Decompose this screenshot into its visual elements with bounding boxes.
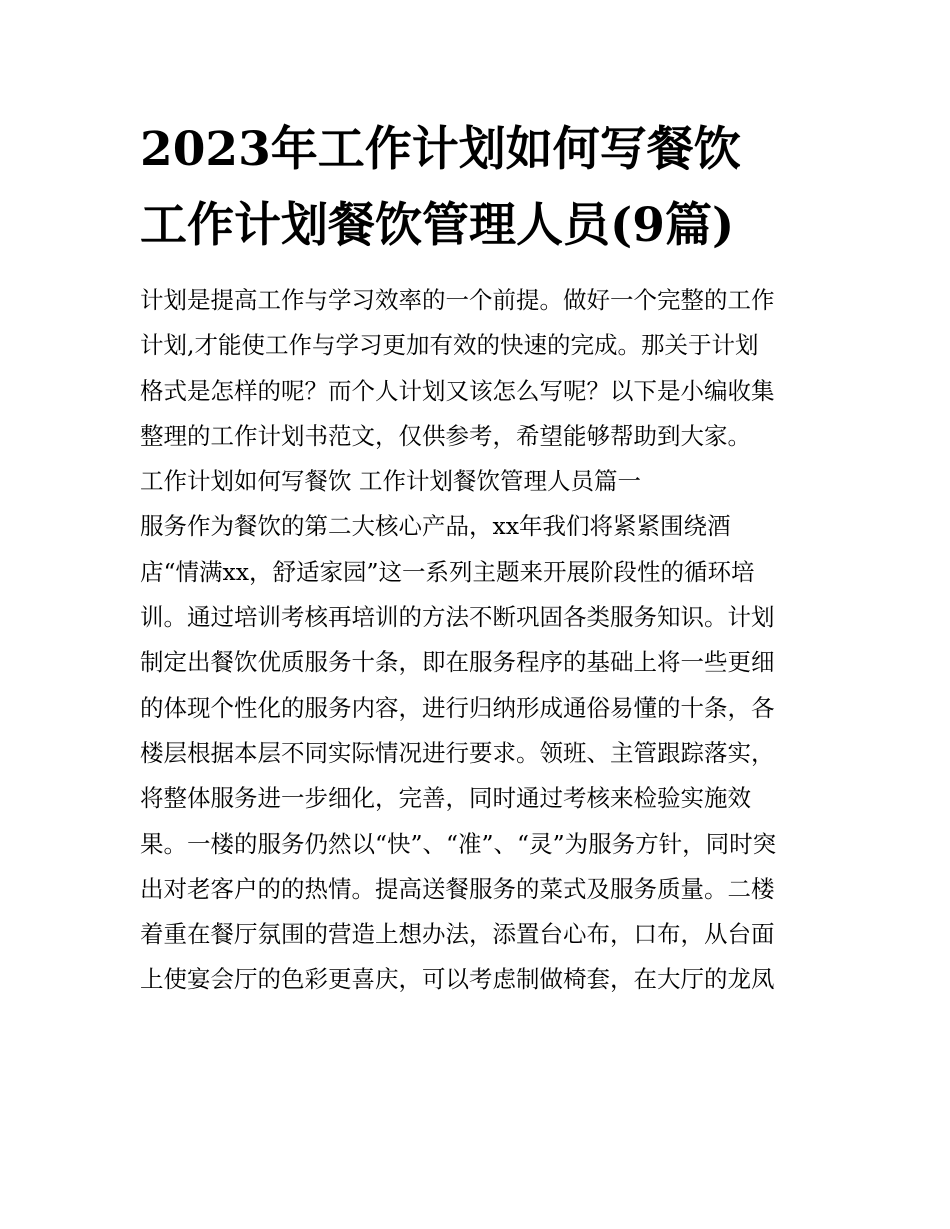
body-line: 着重在餐厅氛围的营造上想办法，添置台心布，口布，从台面	[140, 920, 775, 949]
title-line: 工作计划餐饮管理人员(9篇)	[140, 198, 735, 253]
body-line: 楼层根据本层不同实际情况进行要求。领班、主管跟踪落实，	[140, 738, 775, 767]
body-line: 果。一楼的服务仍然以“快”、“准”、“灵”为服务方针，同时突	[140, 829, 777, 858]
section-heading: 工作计划如何写餐饮 工作计划餐饮管理人员篇一	[140, 467, 641, 496]
intro-line: 计划,才能使工作与学习更加有效的快速的完成。那关于计划	[140, 331, 759, 360]
document-title	[140, 112, 820, 264]
intro-line: 格式是怎样的呢？而个人计划又该怎么写呢？以下是小编收集	[140, 376, 775, 405]
document-body	[140, 278, 820, 1003]
title-line: 2023年工作计划如何写餐饮	[140, 122, 741, 177]
body-line: 将整体服务进一步细化，完善，同时通过考核来检验实施效	[140, 784, 751, 813]
intro-line: 整理的工作计划书范文，仅供参考，希望能够帮助到大家。	[140, 421, 751, 450]
body-line: 服务作为餐饮的第二大核心产品，xx年我们将紧紧围绕酒	[140, 512, 731, 541]
body-line: 上使宴会厅的色彩更喜庆，可以考虑制做椅套，在大厅的龙凤	[140, 965, 775, 994]
body-line: 店“情满xx，舒适家园”这一系列主题来开展阶段性的循环培	[140, 557, 755, 586]
intro-line: 计划是提高工作与学习效率的一个前提。做好一个完整的工作	[140, 286, 775, 314]
body-line: 训。通过培训考核再培训的方法不断巩固各类服务知识。计划	[140, 603, 775, 632]
body-line: 出对老客户的的热情。提高送餐服务的菜式及服务质量。二楼	[140, 874, 775, 903]
body-line: 的体现个性化的服务内容，进行归纳形成通俗易懂的十条，各	[140, 693, 775, 722]
body-line: 制定出餐饮优质服务十条，即在服务程序的基础上将一些更细	[140, 648, 775, 677]
